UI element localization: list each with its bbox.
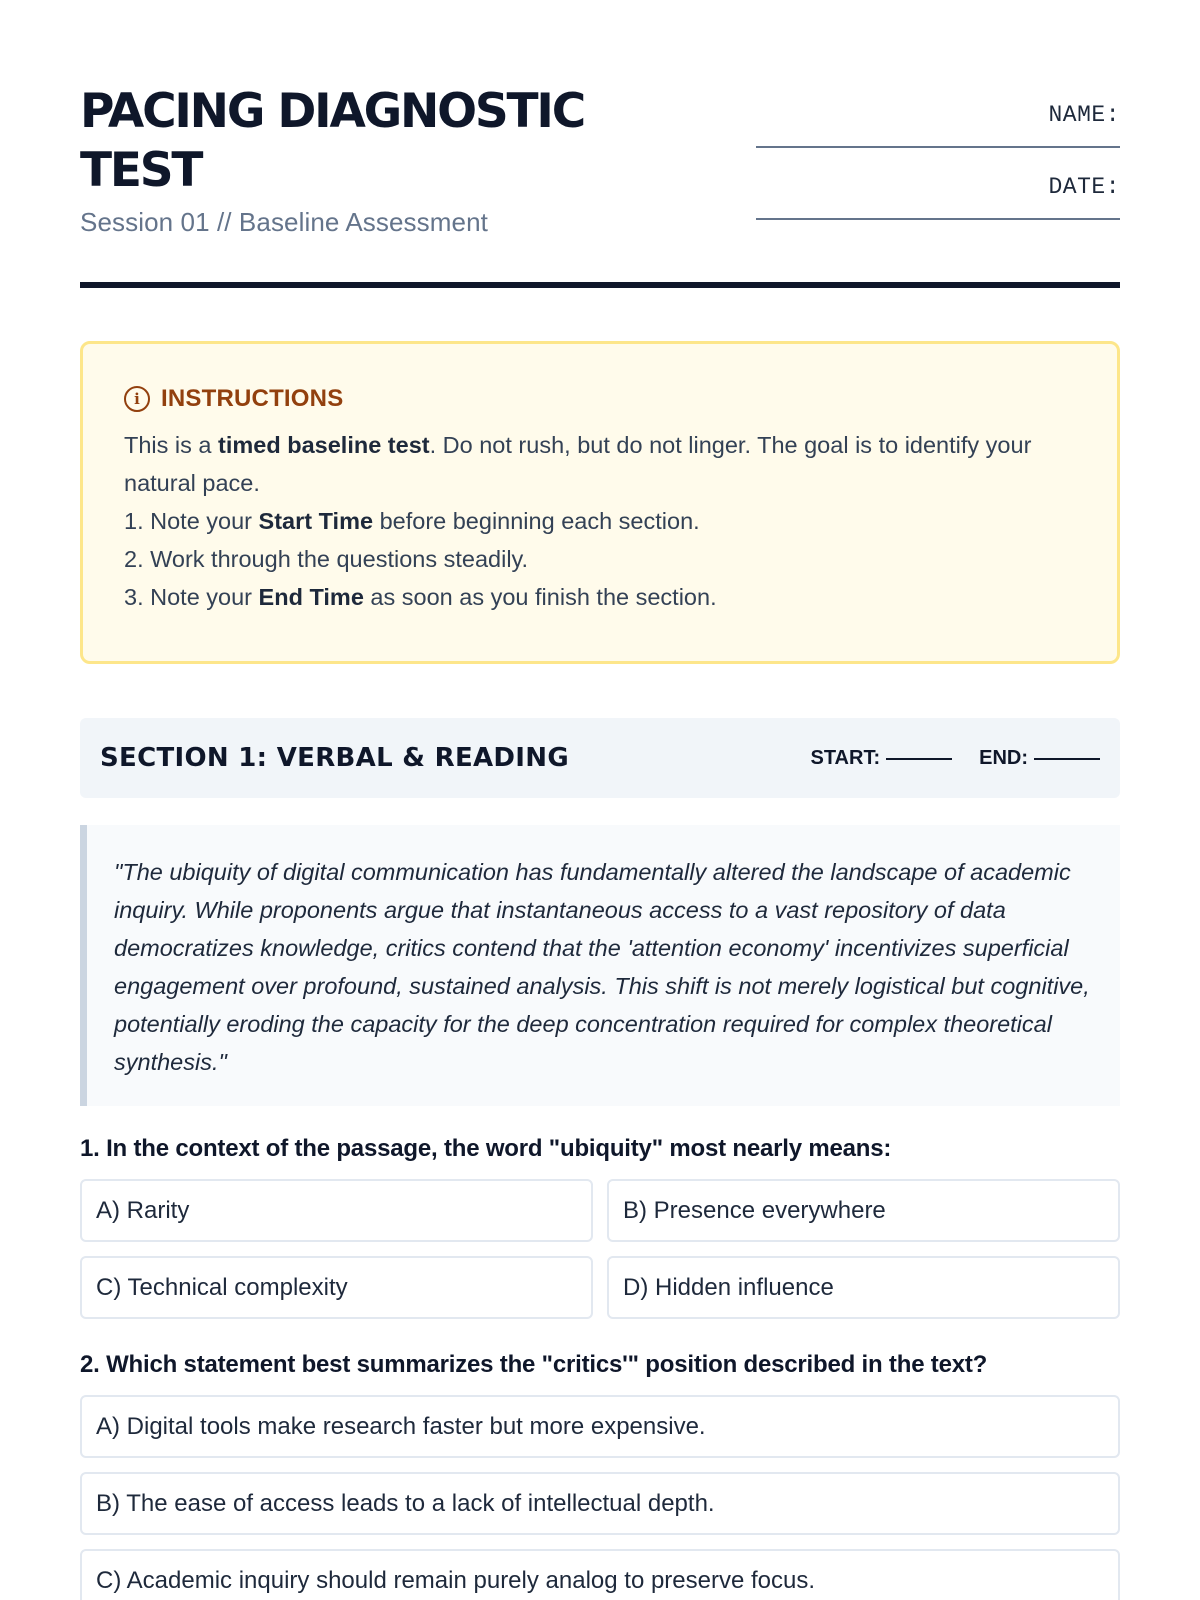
end-time-field[interactable] <box>979 747 1100 770</box>
date-field[interactable] <box>756 218 1120 220</box>
question-1: 1. In the context of the passage, the word "ubiquity" most nearly means: <box>80 1135 892 1162</box>
step-text: 1. Note your <box>124 508 259 534</box>
intro-emphasis: timed baseline test <box>218 432 430 458</box>
answer-option[interactable]: D) Hidden influence <box>607 1256 1120 1319</box>
answer-option[interactable]: A) Digital tools make research faster but more expensive. <box>80 1395 1120 1458</box>
question-2-options <box>80 1395 1120 1600</box>
reading-passage <box>80 825 1120 1106</box>
section-title: SECTION 1: VERBAL & READING <box>100 743 569 773</box>
step-emphasis: End Time <box>258 584 364 610</box>
info-icon: i <box>124 386 150 412</box>
page-subtitle: Session 01 // Baseline Assessment <box>80 207 488 237</box>
name-field[interactable] <box>756 146 1120 148</box>
intro-text: This is a <box>124 432 219 458</box>
date-label: DATE: <box>1048 174 1120 200</box>
name-label: NAME: <box>1048 102 1120 128</box>
worksheet-header <box>80 82 1120 282</box>
section-timers <box>810 747 1100 770</box>
instructions-intro <box>124 426 1076 502</box>
title-line-1: PACING DIAGNOSTIC <box>80 84 584 139</box>
step-text: 3. Note your <box>124 584 259 610</box>
title-block <box>80 82 640 238</box>
page-title <box>80 82 640 200</box>
start-blank[interactable] <box>886 758 952 760</box>
question-2: 2. Which statement best summarizes the "critics'" position described in the text? <box>80 1351 988 1378</box>
step-text-rest: before beginning each section. <box>373 508 700 534</box>
instructions-body <box>124 426 1076 616</box>
answer-option[interactable]: B) Presence everywhere <box>607 1179 1120 1242</box>
intro-text-rest: . Do not rush, but do not linger. The goal is to identify your natural pace. <box>124 432 1032 496</box>
title-line-2: TEST <box>80 143 202 198</box>
instructions-callout <box>80 341 1120 664</box>
start-time-field[interactable] <box>810 747 952 770</box>
end-label: END: <box>979 746 1028 769</box>
answer-option[interactable]: B) The ease of access leads to a lack of intellectual depth. <box>80 1472 1120 1535</box>
student-meta <box>756 102 1120 246</box>
answer-option[interactable]: A) Rarity <box>80 1179 593 1242</box>
end-blank[interactable] <box>1034 758 1100 760</box>
section-header <box>80 718 1120 798</box>
step-emphasis: Start Time <box>258 508 374 534</box>
instructions-header <box>124 382 1076 416</box>
answer-option[interactable]: C) Technical complexity <box>80 1256 593 1319</box>
answer-option[interactable]: C) Academic inquiry should remain purely analog to preserve focus. <box>80 1549 1120 1600</box>
step-text-rest: as soon as you finish the section. <box>363 584 717 610</box>
header-divider <box>80 282 1120 288</box>
instruction-step-2: 2. Work through the questions steadily. <box>124 546 529 572</box>
start-label: START: <box>810 746 881 769</box>
instruction-step-3 <box>124 578 1076 616</box>
instructions-title: INSTRUCTIONS <box>161 385 344 412</box>
instruction-step-1 <box>124 502 1076 540</box>
passage-text: "The ubiquity of digital communication has fundamentally altered the landscape of academic inquiry. While proponents argue that instantaneous access to a vast repository of data democratizes knowledge, critics contend that the 'attention economy' incentivizes superficial engagement over profound, sustained analysis. This shift is not merely logistical but cognitive, potentially eroding the capacity for the deep concentration required for complex theoretical synthesis." <box>114 859 1090 1075</box>
question-1-options <box>80 1179 1120 1319</box>
